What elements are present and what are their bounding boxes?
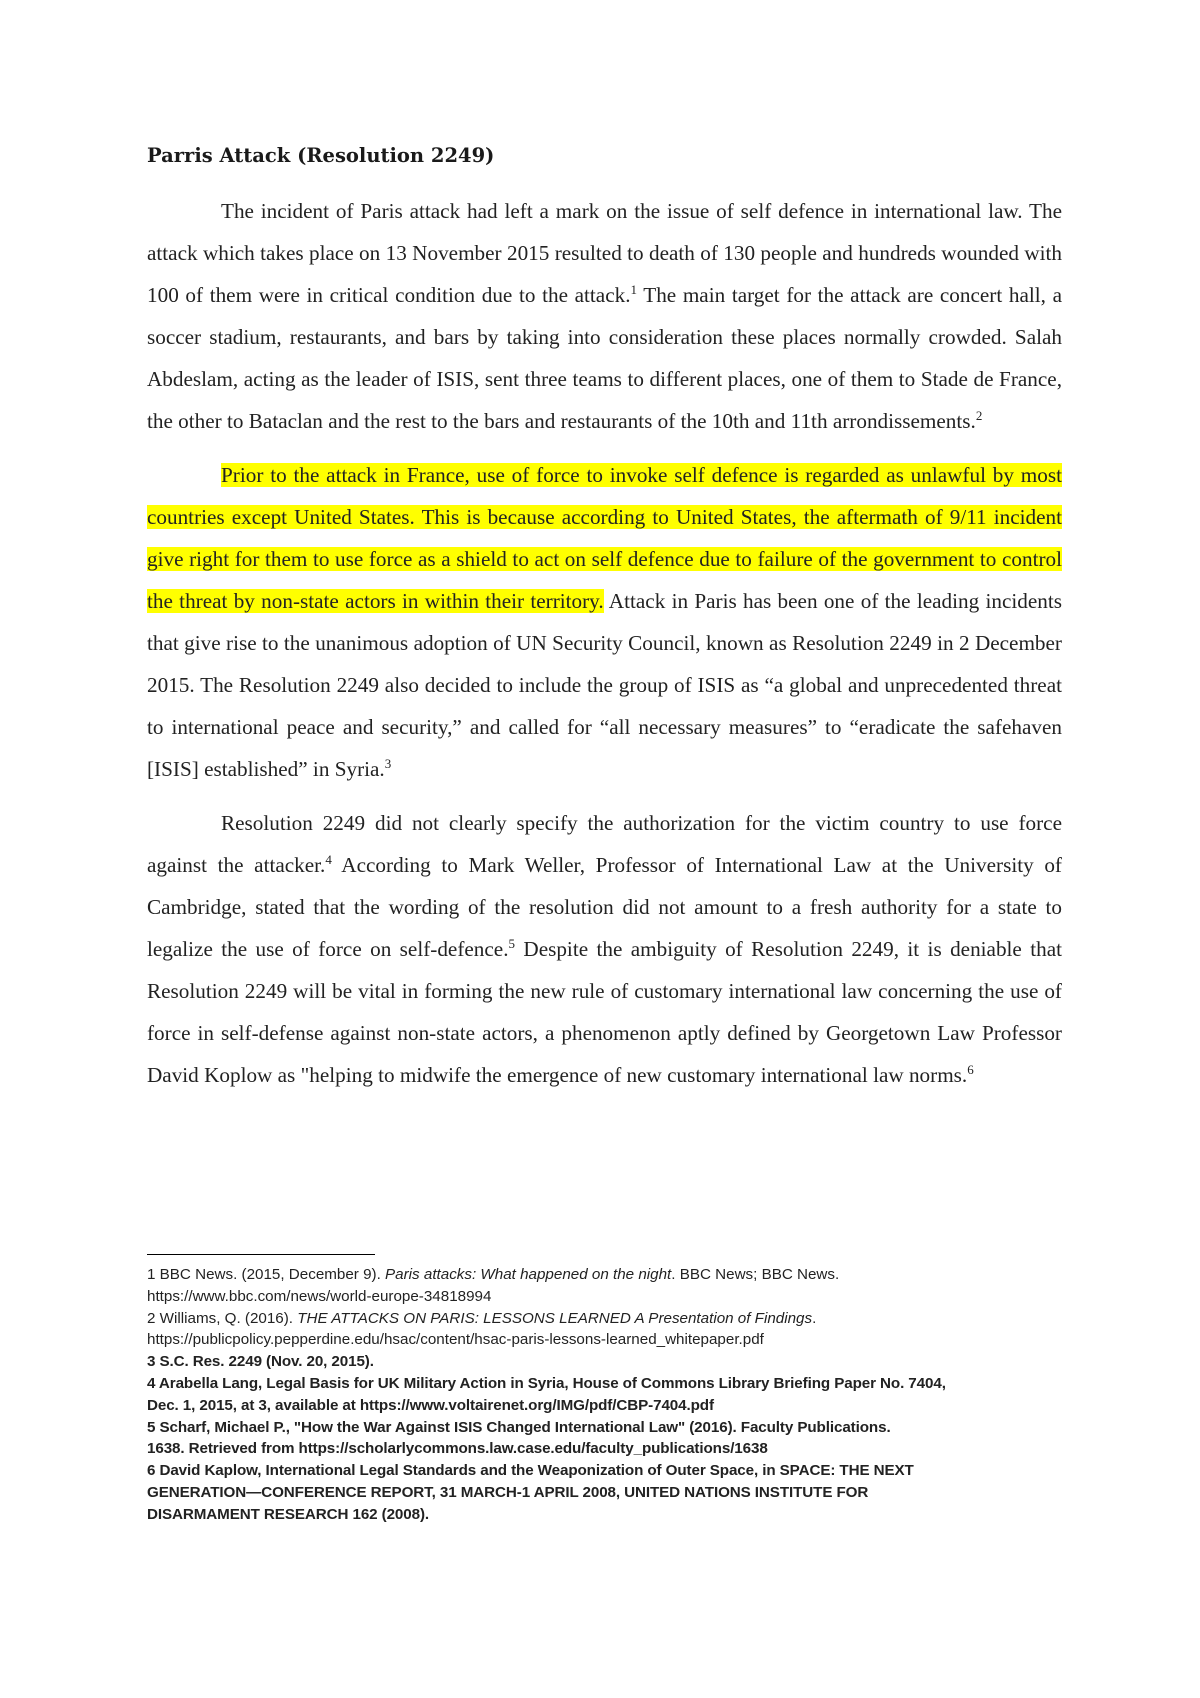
paragraph-2-text: Attack in Paris has been one of the leading incidents that give rise to the unanimous adoption of UN Security Council, known as Resolution 2249 in 2 December 2015. The Resolution 2249 also decided to include the group of ISIS as “a global and unprecedented threat to international peace and security,” and called for “all necessary measures” to “eradicate the safehaven [ISIS] established” in Syria.: [147, 589, 1062, 781]
footnote-6-line-1: 6 David Kaplow, International Legal Standards and the Weaponization of Outer Space, in SPACE: THE NEXT: [147, 1462, 914, 1480]
footnote-4-line-1: 4 Arabella Lang, Legal Basis for UK Military Action in Syria, House of Commons Library Briefing Paper No. 7404,: [147, 1374, 946, 1392]
footnote-2-title: THE ATTACKS ON PARIS: LESSONS LEARNED A Presentation of Findings: [297, 1309, 813, 1327]
footnote-3: 3 S.C. Res. 2249 (Nov. 20, 2015).: [147, 1353, 374, 1371]
paragraph-3: [147, 802, 1062, 1096]
paragraph-3-text-cont: According to Mark Weller, Professor of International Law at the University of Cambridge, stated that the wording of the resolution did not amount to a fresh authority for a state to legalize the use of force on self-defence.: [147, 853, 1062, 961]
footnote-ref-1[interactable]: 1: [630, 281, 637, 297]
footnote-1-author: 1 BBC News. (2015, December 9).: [147, 1266, 386, 1283]
footnote-ref-5[interactable]: 5: [508, 935, 515, 951]
footnote-1: [147, 1264, 1087, 1286]
footnote-ref-2[interactable]: 2: [975, 407, 983, 423]
document-body: [147, 142, 1062, 1096]
footnote-4-line-2: Dec. 1, 2015, at 3, available at https://www.voltairenet.org/IMG/pdf/CBP-7404.pdf: [147, 1396, 714, 1414]
footnote-1-title: Paris attacks: What happened on the night: [385, 1266, 672, 1283]
paragraph-1-text: The incident of Paris attack had left a mark on the issue of self defence in international law. The attack which takes place on 13 November 2015 resulted to death of 130 people and hundreds wounded with 100 of them were in critical condition due to the attack.: [147, 199, 1062, 307]
footnote-separator: [147, 1254, 375, 1255]
footnote-5-line-1: 5 Scharf, Michael P., "How the War Against ISIS Changed International Law" (2016). Faculty Publications.: [147, 1418, 891, 1436]
footnote-2-author: 2 Williams, Q. (2016).: [147, 1309, 298, 1327]
footnote-5-line-2: 1638. Retrieved from https://scholarlycommons.law.case.edu/faculty_publications/1638: [147, 1440, 768, 1458]
footnote-ref-6[interactable]: 6: [967, 1061, 974, 1077]
highlighted-text: Prior to the attack in France, use of force to invoke self defence is regarded as unlawful by most countries except United States. This is because according to United States, the aftermath of 9/11 incident give right for them to use force as a shield to act on self defence due to failure of the government to control the threat by non-state actors in within their territory.: [147, 463, 1062, 613]
footnote-6-line-2: GENERATION—CONFERENCE REPORT, 31 MARCH-1 APRIL 2008, UNITED NATIONS INSTITUTE FOR: [147, 1483, 869, 1501]
footnote-6-line-3: DISARMAMENT RESEARCH 162 (2008).: [147, 1505, 430, 1523]
footnote-2-url[interactable]: https://publicpolicy.pepperdine.edu/hsac/content/hsac-paris-lessons-learned_whitepaper.pdf: [147, 1331, 764, 1349]
paragraph-3-text-end: Despite the ambiguity of Resolution 2249, it is deniable that Resolution 2249 will be vital in forming the new rule of customary international law concerning the use of force in self-defense against non-state actors, a phenomenon aptly defined by Georgetown Law Professor David Koplow as "helping to midwife the emergence of new customary international law norms.: [147, 937, 1063, 1087]
footnotes: [147, 1264, 1087, 1526]
footnote-1-source: . BBC News; BBC News.: [671, 1266, 840, 1283]
paragraph-3-text: Resolution 2249 did not clearly specify the authorization for the victim country to use force against the attacker.: [147, 811, 1062, 877]
footnote-ref-4[interactable]: 4: [325, 851, 332, 867]
document-title: Parris Attack (Resolution 2249): [147, 144, 495, 167]
paragraph-2: [147, 454, 1062, 790]
footnote-1-url[interactable]: https://www.bbc.com/news/world-europe-34818994: [147, 1287, 492, 1305]
footnote-2: [147, 1308, 1087, 1330]
footnote-ref-3[interactable]: 3: [384, 755, 392, 771]
paragraph-1: [147, 190, 1062, 442]
footnote-2-end: .: [812, 1309, 817, 1327]
paragraph-1-text-cont: The main target for the attack are concert hall, a soccer stadium, restaurants, and bars by taking into consideration these places normally crowded. Salah Abdeslam, acting as the leader of ISIS, sent three teams to different places, one of them to Stade de France, the other to Bataclan and the rest to the bars and restaurants of the 10th and 11th arrondissements.: [147, 283, 1062, 433]
